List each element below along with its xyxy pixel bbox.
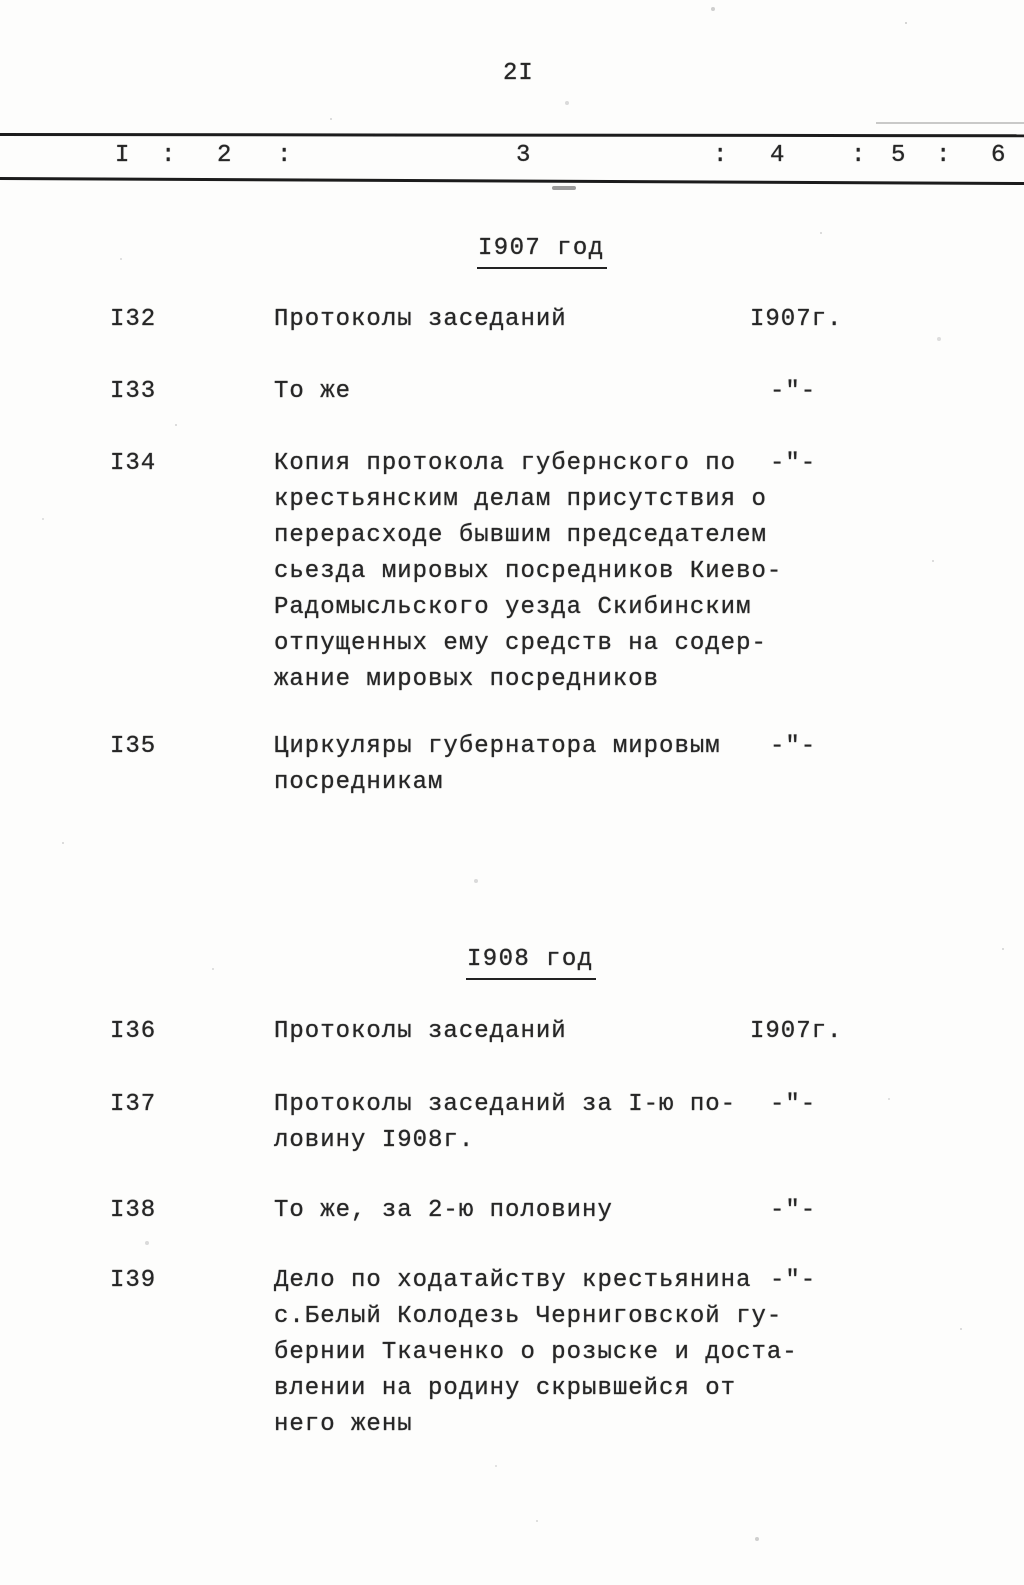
entry-number: I36 (110, 1018, 157, 1045)
entry-description (274, 302, 794, 338)
entry-date: -"- (770, 450, 817, 477)
page-number: 2I (503, 60, 534, 87)
entry-description (274, 1087, 794, 1159)
entry-date: -"- (770, 378, 817, 405)
entry-number: I34 (110, 450, 157, 477)
year-heading: I907 год (477, 234, 607, 269)
entry-description-line: отпущенных ему средств на содер- (274, 630, 767, 657)
entry-number: I35 (110, 733, 157, 760)
entry-number: I32 (110, 306, 157, 333)
entry-description (274, 374, 794, 410)
entry-date: -"- (770, 1267, 817, 1294)
entry-description (274, 1263, 798, 1443)
scan-noise (0, 0, 2, 2)
entry-description-line: Протоколы заседаний (274, 306, 567, 333)
smudge-mark (552, 186, 576, 190)
entry-description-line: Копия протокола губернского по (274, 450, 737, 477)
entry-number: I38 (110, 1197, 157, 1224)
header-rule-bottom (0, 177, 1024, 185)
entry-number: I33 (110, 378, 157, 405)
entry-description-line: Протоколы заседаний за I-ю по- (274, 1091, 737, 1118)
column-header-cell: I (115, 142, 131, 169)
entry-description (274, 1193, 794, 1229)
entry-date: -"- (770, 1197, 817, 1224)
header-rule-top (0, 133, 1024, 137)
entry-description-line: посредникам (274, 769, 444, 796)
entry-description-line: Протоколы заседаний (274, 1018, 567, 1045)
entry-description-line: ловину I908г. (274, 1127, 475, 1154)
entry-description-line: Циркуляры губернатора мировым (274, 733, 721, 760)
entry-description (274, 1014, 794, 1050)
entry-description-line: с.Белый Колодезь Черниговской гу- (274, 1303, 783, 1330)
entry-date: -"- (770, 733, 817, 760)
entry-description (274, 729, 794, 801)
year-heading: I908 год (466, 945, 596, 980)
entry-date: I907г. (750, 306, 843, 333)
entry-number: I37 (110, 1091, 157, 1118)
entry-date: I907г. (750, 1018, 843, 1045)
column-header-cell: 5 (891, 142, 907, 169)
entry-description-line: То же, за 2-ю половину (274, 1197, 613, 1224)
entry-description-line: сьезда мировых посредников Киево- (274, 558, 783, 585)
column-separator: : (936, 142, 952, 169)
entry-number: I39 (110, 1267, 157, 1294)
entry-description-line: влении на родину скрывшейся от (274, 1375, 737, 1402)
entry-description-line: него жены (274, 1411, 413, 1438)
entry-date: -"- (770, 1091, 817, 1118)
entry-description-line: перерасходе бывшим председателем (274, 522, 767, 549)
entry-description-line: Радомысльского уезда Скибинским (274, 594, 752, 621)
column-header-cell: 4 (770, 142, 786, 169)
column-separator: : (851, 142, 867, 169)
entry-description-line: бернии Ткаченко о розыске и доста- (274, 1339, 798, 1366)
column-separator: : (161, 142, 177, 169)
column-header-cell: 6 (991, 142, 1007, 169)
column-header-cell: 2 (217, 142, 233, 169)
entry-description-line: Дело по ходатайству крестьянина (274, 1267, 752, 1294)
entry-description (274, 446, 794, 698)
header-rule-top-ghost (876, 122, 1024, 124)
entry-description-line: То же (274, 378, 352, 405)
column-header-cell: 3 (516, 142, 532, 169)
entry-description-line: крестьянским делам присутствия о (274, 486, 767, 513)
column-separator: : (713, 142, 729, 169)
entry-description-line: жание мировых посредников (274, 666, 660, 693)
column-separator: : (277, 142, 293, 169)
